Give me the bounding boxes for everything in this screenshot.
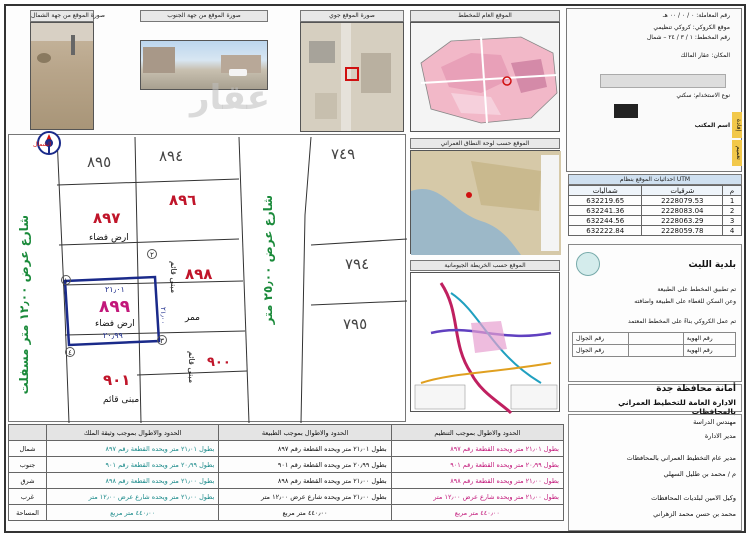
table-row: ٤٤٠٫٠٠ متر مربع ٤٤٠٫٠٠ متر مربع ٤٤٠٫٠٠ متر مربع المساحة — [9, 505, 564, 521]
coords-head-north: شرقيات — [642, 186, 723, 196]
street-right: شارع عرض ٢٥٫٠٠ متر — [261, 195, 275, 325]
baladia-logo — [576, 252, 600, 276]
staff-deputy-title: وكيل الامين لبلديات المحافظات — [651, 494, 736, 502]
staff-engineer: مهندس الدراسة — [693, 418, 736, 426]
lot-899-status: ارض فضاء — [95, 319, 135, 329]
coords-head-east: شماليات — [569, 186, 642, 196]
lot-898: ٨٩٨ — [185, 265, 213, 283]
dim-bottom: ٢٠٫٩٩ — [103, 331, 123, 340]
header-row-4: المكان: عقار المالك — [680, 52, 730, 59]
dim-side: ٢١٫٠٠ — [159, 307, 167, 325]
lot-897-status: ارض فضاء — [89, 233, 129, 243]
lot-895: ٨٩٥ — [87, 153, 112, 171]
amana-subtitle: الادارة العامة للتخطيط العمراني بالمحافظات — [618, 398, 736, 416]
coords-head-no: م — [723, 186, 742, 196]
corner-1: ١ — [61, 275, 71, 285]
regional-map-title: الموقع حسب لوحة النطاق العمراني — [410, 138, 560, 149]
table-row: 632219.65 2228079.53 1 — [569, 196, 742, 206]
header-row-5: نوع الاستخدام: سكني — [676, 92, 730, 99]
header-row-3: رقم المخطط: ١ / ٣ / ٢٤ – شمال — [646, 34, 730, 41]
lot-900: ٩٠٠ — [207, 355, 231, 370]
street-left: شارع عرض ١٢٫٠٠ متر مسفلت — [17, 215, 31, 395]
corner-3: ٣ — [157, 335, 167, 345]
staff-gm-name: م / محمد بن طليل السهلي — [663, 470, 736, 478]
photo1-title: صورة الموقع من جهة الشمال — [30, 10, 94, 22]
boundaries-table — [8, 424, 564, 521]
coords-title: احداثيات الموقع بنظام UTM — [568, 174, 742, 185]
staff-gm-title: مدير عام التخطيط العمراني بالمحافظات — [626, 454, 736, 462]
lot-749: ٧٤٩ — [331, 145, 356, 163]
side-tag-1: إفادة — [732, 112, 742, 138]
corner-2: ٢ — [147, 249, 157, 259]
amana-title: أمانة محافظة جدة — [656, 384, 736, 394]
watermark-logo: عقار — [190, 78, 271, 118]
north-label: الشمال — [33, 141, 52, 148]
geo-map — [410, 272, 560, 412]
office-logo — [614, 104, 638, 118]
photo4-title: الموقع العام للمخطط — [410, 10, 560, 22]
boundaries-head-deed: الحدود والاطوال بموجب وثيقة الملك — [46, 425, 218, 441]
lot-901: ٩٠١ — [103, 371, 131, 389]
table-row: بطول ٢١٫٠١ متر ويحده القطعة رقم ٨٩٧ بطول ٢١٫٠١ متر ويحده القطعة رقم ٨٩٧ بطول ٢١٫٠١ متر ويحده القطعة رقم ٨٩٧ شمال — [9, 441, 564, 457]
header-row-1: رقم المعاملة: ٠ / ٠ / ٠٠ هـ — [662, 12, 730, 19]
table-row: 632222.84 2228059.78 4 — [569, 226, 742, 236]
dim-top: ٢١٫٠١ — [105, 285, 125, 294]
info-header-panel — [566, 8, 742, 172]
table-row: بطول ٢٠٫٩٩ متر ويحده القطعة رقم ٩٠١ بطول ٢٠٫٩٩ متر ويحده القطعة رقم ٩٠١ بطول ٢٠٫٩٩ متر ويحده القطعة رقم ٩٠١ جنوب — [9, 457, 564, 473]
lot-900-status: مبنى قائم — [187, 351, 196, 384]
passage-label: ممر — [185, 313, 200, 323]
lot-896: ٨٩٦ — [169, 191, 197, 209]
note-2: وعن السكن للغطاء على الطبيعة واضافته — [634, 298, 736, 305]
aerial-photo — [300, 22, 404, 132]
baladia-name: بلدية الليث — [688, 260, 736, 270]
staff-director: مدير الادارة — [704, 432, 736, 440]
lot-795: ٧٩٥ — [343, 315, 368, 333]
lot-899: ٨٩٩ — [99, 297, 131, 317]
corner-4: ٤ — [65, 347, 75, 357]
site-plan — [8, 134, 406, 422]
table-row: 632244.56 2228063.29 3 — [569, 216, 742, 226]
lot-901-status: مبنى قائم — [103, 395, 140, 405]
north-arrow-icon — [39, 141, 59, 161]
regional-map — [410, 150, 560, 254]
lot-794: ٧٩٤ — [345, 255, 370, 273]
photo2-title: صورة الموقع من جهة الجنوب — [140, 10, 268, 22]
note-3: تم عمل الكروكي بناءً على المخطط المعتمد — [627, 318, 736, 325]
signature-table: رقم الجوال رقم الهوية رقم الجوال رقم الهوية — [572, 332, 736, 357]
redacted-field — [600, 74, 726, 88]
table-row: بطول ٢١٫٠٠ متر ويحده شارع عرض ١٢٫٠٠ متر بطول ٢١٫٠٠ متر ويحده شارع عرض ١٢٫٠٠ متر بطول ٢١٫٠٠ متر ويحده شارع عرض ١٢٫٠٠ متر غرب — [9, 489, 564, 505]
boundaries-head-nature: الحدود والاطوال بموجب الطبيعة — [219, 425, 391, 441]
table-row: بطول ٢١٫٠٠ متر ويحده القطعة رقم ٨٩٨ بطول ٢١٫٠٠ متر ويحده القطعة رقم ٨٩٨ بطول ٢١٫٠٠ متر ويحده القطعة رقم ٨٩٨ شرق — [9, 473, 564, 489]
geo-map-title: الموقع حسب الخريطة الجيومانية — [410, 260, 560, 271]
site-photo-north — [30, 22, 94, 130]
office-name-label: اسم المكتب — [694, 122, 730, 129]
header-row-2: موقع الكروكي: كروكي تنظيمي — [653, 24, 730, 31]
master-plan-map — [410, 22, 560, 132]
photo3-title: صورة الموقع جوي — [300, 10, 404, 22]
lot-898-status: مبنى قائم — [169, 261, 178, 294]
coords-table — [568, 185, 742, 236]
staff-deputy-name: محمد بن حسن محمد الزهراني — [653, 510, 736, 518]
side-tag-2: تعميم — [732, 140, 742, 166]
lot-894: ٨٩٤ — [159, 147, 184, 165]
note-1: تم تطبيق المخطط على الطبيعة — [657, 286, 736, 293]
boundaries-head-plan: الحدود والاطوال بموجب التنظيم — [391, 425, 563, 441]
lot-897: ٨٩٧ — [93, 209, 121, 227]
table-row: 632241.36 2228083.04 2 — [569, 206, 742, 216]
